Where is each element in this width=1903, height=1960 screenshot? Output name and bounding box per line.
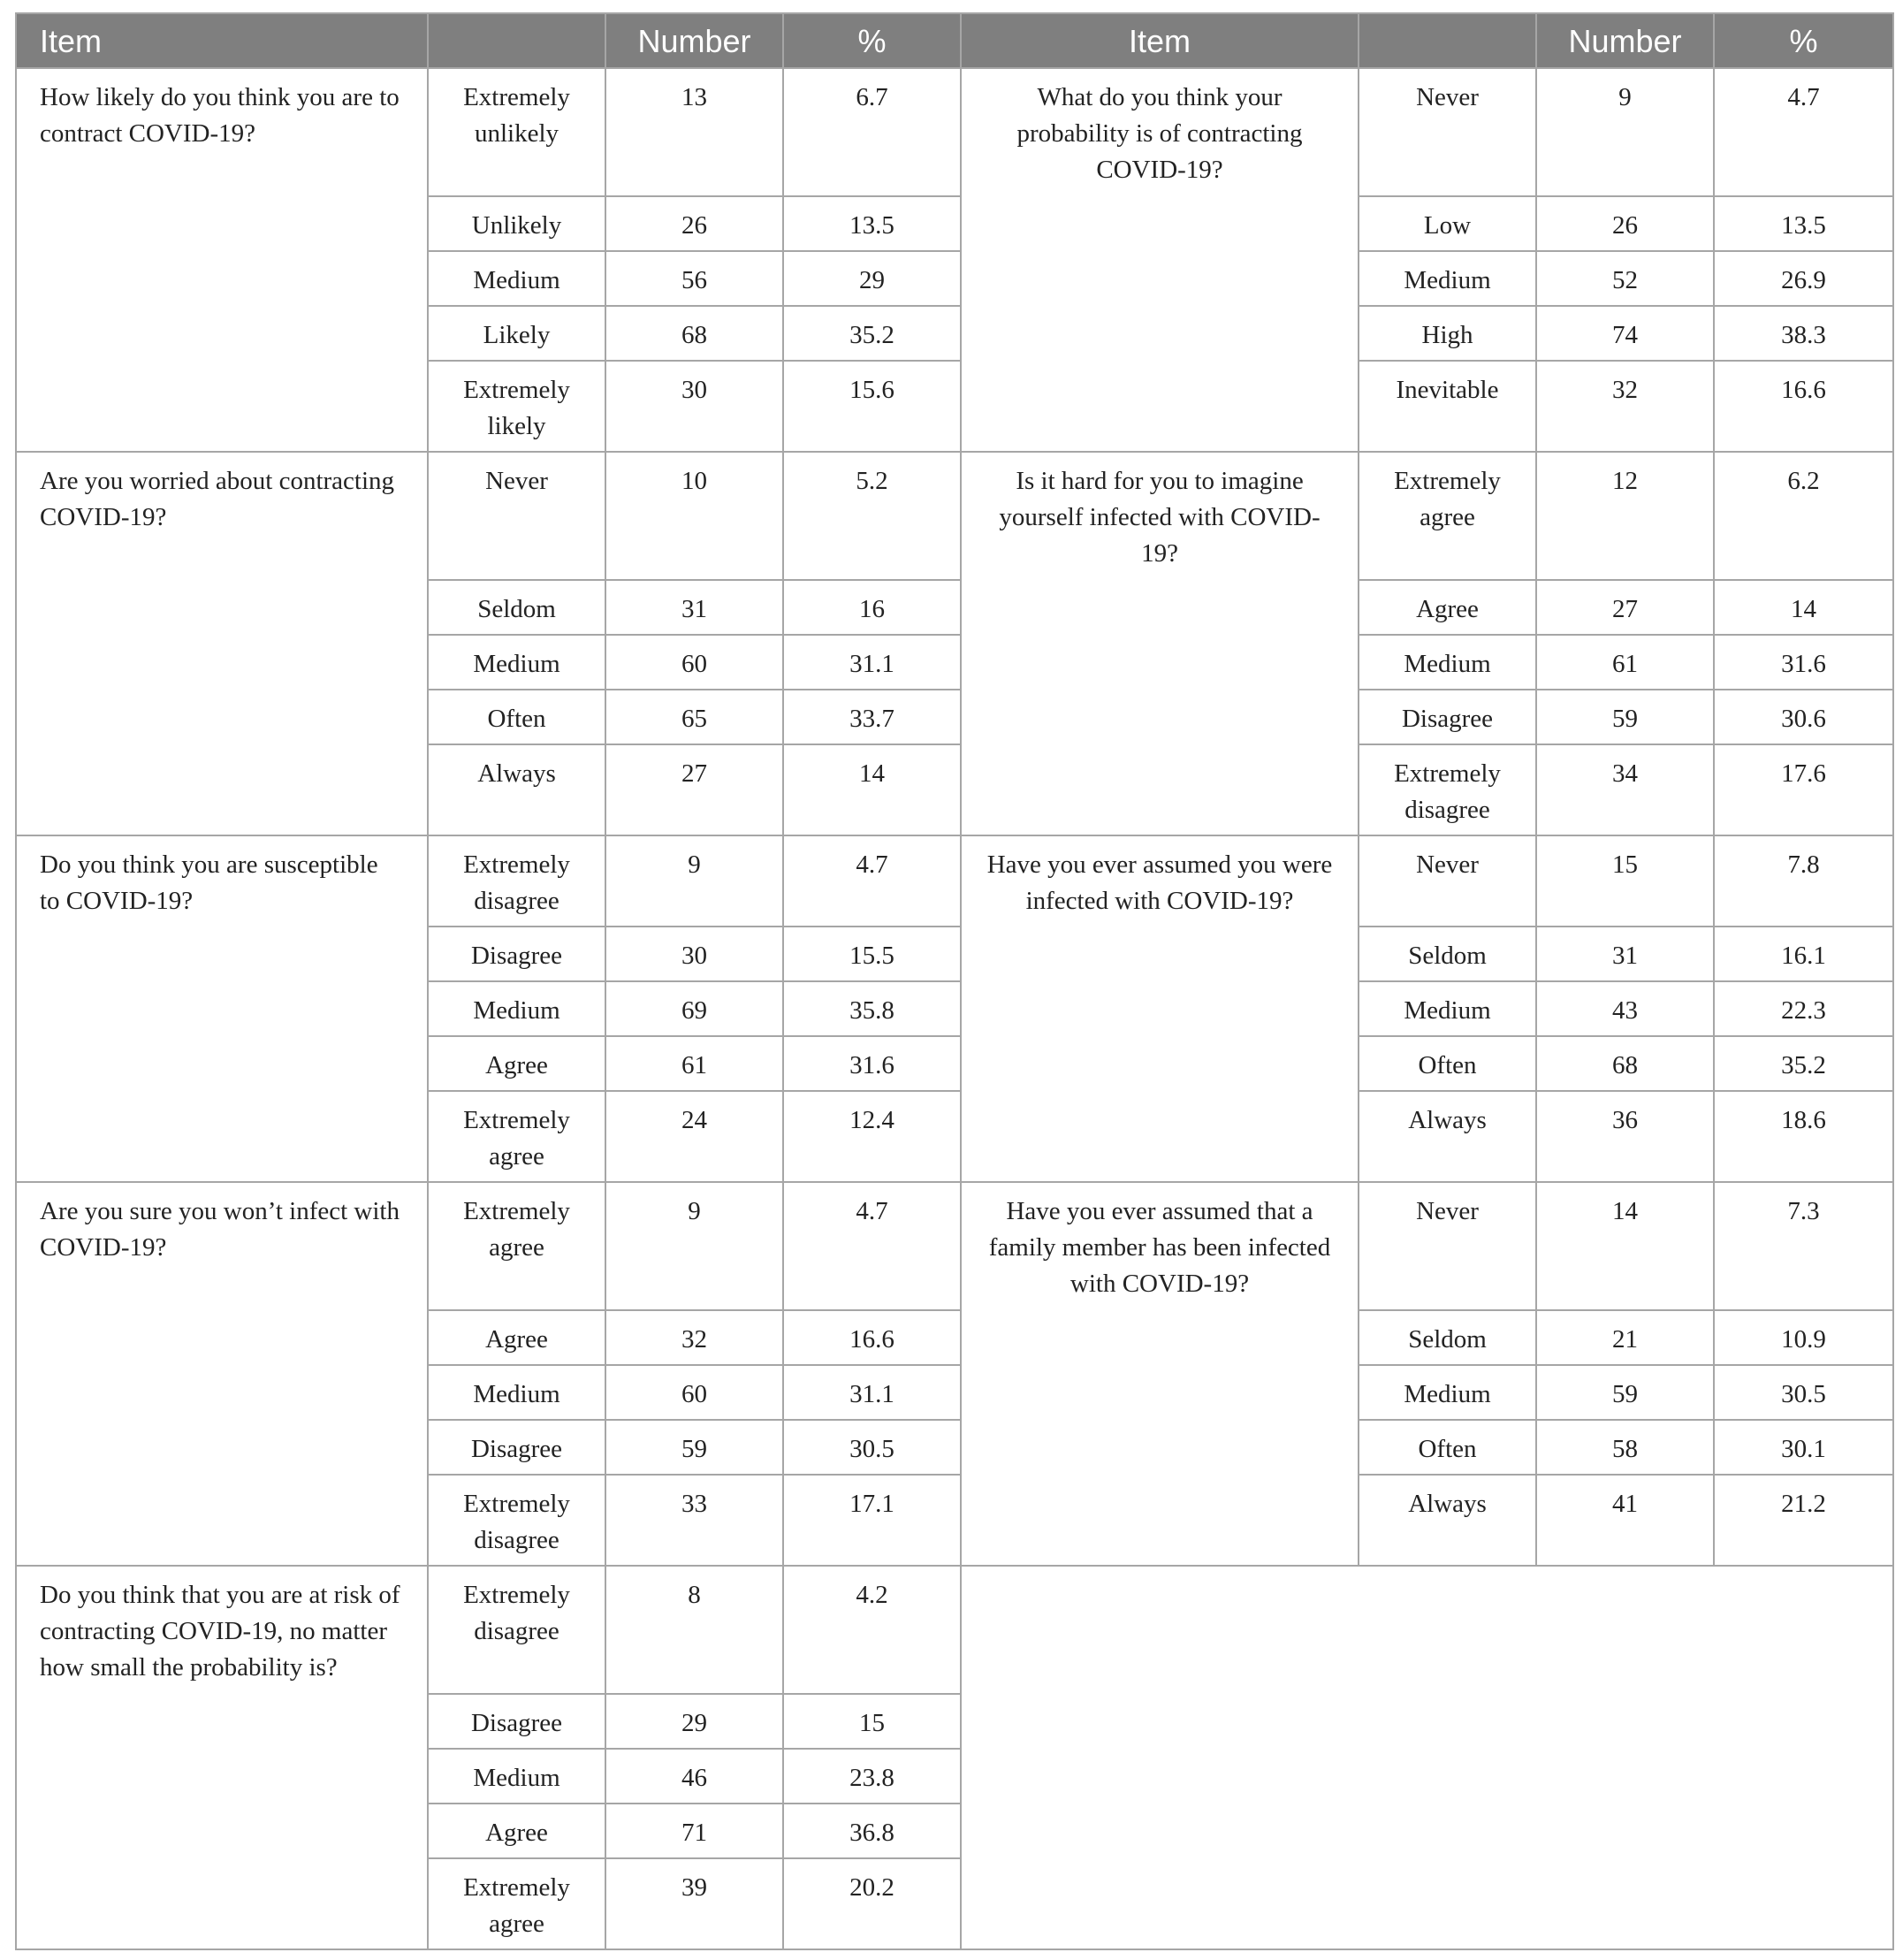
number-cell: 31 (605, 580, 783, 635)
percent-cell: 38.3 (1714, 306, 1893, 361)
number-cell: 41 (1536, 1475, 1714, 1566)
response-cell: Always (1359, 1091, 1536, 1182)
number-cell: 30 (605, 927, 783, 981)
number-cell: 32 (1536, 361, 1714, 452)
number-cell: 33 (605, 1475, 783, 1566)
number-cell: 68 (605, 306, 783, 361)
header-item-right: Item (961, 13, 1359, 68)
percent-cell: 30.5 (1714, 1365, 1893, 1420)
header-response-right (1359, 13, 1536, 68)
number-cell: 26 (1536, 196, 1714, 251)
percent-cell: 29 (783, 251, 961, 306)
number-cell: 61 (605, 1036, 783, 1091)
header-row (16, 13, 1893, 68)
percent-cell: 4.7 (1714, 68, 1893, 196)
header-item-left: Item (16, 13, 428, 68)
number-cell: 58 (1536, 1420, 1714, 1475)
response-cell: Medium (1359, 1365, 1536, 1420)
percent-cell: 35.8 (783, 981, 961, 1036)
response-cell: Agree (428, 1310, 605, 1365)
number-cell: 34 (1536, 744, 1714, 835)
percent-cell: 7.8 (1714, 835, 1893, 927)
percent-cell: 35.2 (1714, 1036, 1893, 1091)
percent-cell: 12.4 (783, 1091, 961, 1182)
response-cell: Always (428, 744, 605, 835)
number-cell: 32 (605, 1310, 783, 1365)
percent-cell: 14 (783, 744, 961, 835)
number-cell: 30 (605, 361, 783, 452)
table-row (16, 1566, 1893, 1694)
percent-cell: 22.3 (1714, 981, 1893, 1036)
percent-cell: 16 (783, 580, 961, 635)
response-cell: Disagree (1359, 690, 1536, 744)
response-cell: Likely (428, 306, 605, 361)
number-cell: 9 (605, 1182, 783, 1310)
percent-cell: 33.7 (783, 690, 961, 744)
response-cell: Extremely disagree (1359, 744, 1536, 835)
percent-cell: 30.1 (1714, 1420, 1893, 1475)
number-cell: 9 (605, 835, 783, 927)
response-cell: Extremely agree (428, 1091, 605, 1182)
response-cell: Unlikely (428, 196, 605, 251)
table-row (16, 68, 1893, 196)
response-cell: Extremely agree (428, 1858, 605, 1949)
response-cell: Agree (428, 1804, 605, 1858)
response-cell: Medium (1359, 635, 1536, 690)
response-cell: Often (1359, 1036, 1536, 1091)
number-cell: 56 (605, 251, 783, 306)
response-cell: Extremely disagree (428, 835, 605, 927)
response-cell: High (1359, 306, 1536, 361)
number-cell: 14 (1536, 1182, 1714, 1310)
percent-cell: 26.9 (1714, 251, 1893, 306)
response-cell: Often (428, 690, 605, 744)
response-cell: Never (1359, 68, 1536, 196)
percent-cell: 17.6 (1714, 744, 1893, 835)
response-cell: Extremely disagree (428, 1475, 605, 1566)
number-cell: 39 (605, 1858, 783, 1949)
number-cell: 43 (1536, 981, 1714, 1036)
response-cell: Medium (428, 251, 605, 306)
number-cell: 15 (1536, 835, 1714, 927)
number-cell: 59 (1536, 1365, 1714, 1420)
response-cell: Agree (1359, 580, 1536, 635)
number-cell: 31 (1536, 927, 1714, 981)
percent-cell: 13.5 (1714, 196, 1893, 251)
number-cell: 74 (1536, 306, 1714, 361)
response-cell: Never (1359, 1182, 1536, 1310)
percent-cell: 4.2 (783, 1566, 961, 1694)
number-cell: 46 (605, 1749, 783, 1804)
percent-cell: 36.8 (783, 1804, 961, 1858)
number-cell: 26 (605, 196, 783, 251)
header-number-left: Number (605, 13, 783, 68)
question-cell: Do you think you are susceptible to COVID-19? (16, 835, 428, 1182)
number-cell: 10 (605, 452, 783, 580)
percent-cell: 31.6 (1714, 635, 1893, 690)
percent-cell: 4.7 (783, 835, 961, 927)
table-row (16, 835, 1893, 927)
percent-cell: 14 (1714, 580, 1893, 635)
header-percent-right: % (1714, 13, 1893, 68)
number-cell: 68 (1536, 1036, 1714, 1091)
number-cell: 52 (1536, 251, 1714, 306)
percent-cell: 16.6 (1714, 361, 1893, 452)
number-cell: 59 (1536, 690, 1714, 744)
percent-cell: 18.6 (1714, 1091, 1893, 1182)
percent-cell: 31.1 (783, 1365, 961, 1420)
percent-cell: 30.5 (783, 1420, 961, 1475)
response-cell: Disagree (428, 1420, 605, 1475)
response-cell: Medium (428, 1749, 605, 1804)
question-cell: Do you think that you are at risk of contracting COVID-19, no matter how small the probability is? (16, 1566, 428, 1949)
response-cell: Never (1359, 835, 1536, 927)
percent-cell: 20.2 (783, 1858, 961, 1949)
number-cell: 12 (1536, 452, 1714, 580)
header-number-right: Number (1536, 13, 1714, 68)
response-cell: Always (1359, 1475, 1536, 1566)
response-cell: Extremely unlikely (428, 68, 605, 196)
number-cell: 60 (605, 635, 783, 690)
percent-cell: 30.6 (1714, 690, 1893, 744)
number-cell: 71 (605, 1804, 783, 1858)
number-cell: 27 (605, 744, 783, 835)
percent-cell: 31.1 (783, 635, 961, 690)
number-cell: 21 (1536, 1310, 1714, 1365)
question-cell: What do you think your probability is of contracting COVID-19? (961, 68, 1359, 452)
question-cell: Have you ever assumed you were infected with COVID-19? (961, 835, 1359, 1182)
percent-cell: 31.6 (783, 1036, 961, 1091)
question-cell: How likely do you think you are to contract COVID-19? (16, 68, 428, 452)
percent-cell: 35.2 (783, 306, 961, 361)
response-cell: Seldom (1359, 1310, 1536, 1365)
response-cell: Disagree (428, 927, 605, 981)
response-cell: Disagree (428, 1694, 605, 1749)
percent-cell: 13.5 (783, 196, 961, 251)
empty-cell (961, 1566, 1893, 1949)
percent-cell: 15.6 (783, 361, 961, 452)
response-cell: Extremely agree (1359, 452, 1536, 580)
percent-cell: 5.2 (783, 452, 961, 580)
table-row (16, 452, 1893, 580)
number-cell: 65 (605, 690, 783, 744)
response-cell: Low (1359, 196, 1536, 251)
number-cell: 36 (1536, 1091, 1714, 1182)
question-cell: Are you sure you won’t infect with COVID-19? (16, 1182, 428, 1566)
number-cell: 24 (605, 1091, 783, 1182)
percent-cell: 16.6 (783, 1310, 961, 1365)
header-percent-left: % (783, 13, 961, 68)
table-row (16, 1182, 1893, 1310)
number-cell: 13 (605, 68, 783, 196)
number-cell: 27 (1536, 580, 1714, 635)
percent-cell: 15 (783, 1694, 961, 1749)
response-cell: Medium (1359, 251, 1536, 306)
percent-cell: 16.1 (1714, 927, 1893, 981)
number-cell: 59 (605, 1420, 783, 1475)
number-cell: 9 (1536, 68, 1714, 196)
response-cell: Seldom (1359, 927, 1536, 981)
header-response-left (428, 13, 605, 68)
response-cell: Agree (428, 1036, 605, 1091)
number-cell: 61 (1536, 635, 1714, 690)
percent-cell: 15.5 (783, 927, 961, 981)
response-cell: Extremely disagree (428, 1566, 605, 1694)
percent-cell: 6.2 (1714, 452, 1893, 580)
number-cell: 69 (605, 981, 783, 1036)
number-cell: 29 (605, 1694, 783, 1749)
percent-cell: 23.8 (783, 1749, 961, 1804)
percent-cell: 17.1 (783, 1475, 961, 1566)
percent-cell: 7.3 (1714, 1182, 1893, 1310)
number-cell: 60 (605, 1365, 783, 1420)
response-cell: Seldom (428, 580, 605, 635)
response-cell: Often (1359, 1420, 1536, 1475)
number-cell: 8 (605, 1566, 783, 1694)
response-cell: Extremely likely (428, 361, 605, 452)
question-cell: Is it hard for you to imagine yourself infected with COVID-19? (961, 452, 1359, 835)
response-cell: Medium (428, 635, 605, 690)
response-cell: Extremely agree (428, 1182, 605, 1310)
question-cell: Have you ever assumed that a family member has been infected with COVID-19? (961, 1182, 1359, 1566)
percent-cell: 4.7 (783, 1182, 961, 1310)
response-cell: Inevitable (1359, 361, 1536, 452)
response-cell: Medium (1359, 981, 1536, 1036)
response-cell: Medium (428, 1365, 605, 1420)
survey-table (15, 12, 1894, 1950)
percent-cell: 21.2 (1714, 1475, 1893, 1566)
question-cell: Are you worried about contracting COVID-19? (16, 452, 428, 835)
percent-cell: 6.7 (783, 68, 961, 196)
response-cell: Medium (428, 981, 605, 1036)
percent-cell: 10.9 (1714, 1310, 1893, 1365)
response-cell: Never (428, 452, 605, 580)
